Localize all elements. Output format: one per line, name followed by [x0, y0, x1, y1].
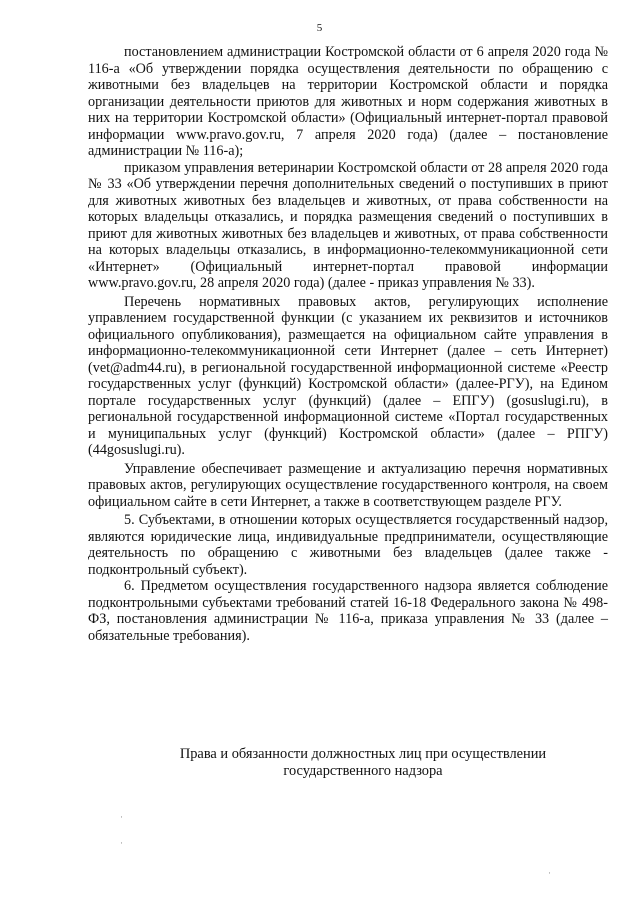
- paragraph-5-subjects: 5. Субъектами, в отношении которых осуществляется государственный надзор, являются юридические лица, индивидуальные предприниматели, осуществляющие деятельность по обращению с животными без владельцев (далее также - подконтрольный субъект).: [88, 512, 608, 578]
- paragraph-legal-acts-list: Перечень нормативных правовых актов, регулирующих исполнение управлением государственной функции (с указанием их реквизитов и источников официального опубликования), размещается на официальном сайте управления в информационно-телекоммуникационной сети Интернет (далее – сеть Интернет) (vet@adm44.ru), в региональной государственной информационной системе «Реестр государственных услуг (функций) Костромской области» (далее-РГУ), на Едином портале государственных услуг (функций) (далее – ЕПГУ) (gosuslugi.ru), в региональной государственной информационной системе «Портал государственных и муниципальных услуг (функций) Костромской области» (далее – РПГУ) (44gosuslugi.ru).: [88, 293, 608, 458]
- section-heading-line-2: государственного надзора: [283, 763, 443, 779]
- section-heading-line-1: Права и обязанности должностных лиц при осуществлении: [179, 746, 547, 762]
- paragraph-order-33: приказом управления ветеринарии Костромской области от 28 апреля 2020 года № 33 «Об утверждении перечня дополнительных сведений о поступивших в приют для животных животных без владельцев и животных, от права собственности на которых владельцы отказались, и порядка размещения сведений о поступивших в приют для животных животных без владельцев и животных, от права собственности на которых владельцы отказались, в информационно-телекоммуникационной сети «Интернет» (Официальный интернет-портал правовой информации www.pravo.gov.ru, 28 апреля 2020 года) (далее - приказ управления № 33).: [88, 159, 608, 291]
- document-body: [88, 44, 608, 644]
- page-number: 5: [316, 22, 323, 34]
- scan-speck: ·: [120, 812, 123, 822]
- paragraph-6-subject-matter: 6. Предметом осуществления государственного надзора является соблюдение подконтрольными субъектами требований статей 16-18 Федерального закона № 498-ФЗ, постановления администрации № 116-а, приказа управления № 33 (далее – обязательные требования).: [88, 578, 608, 644]
- scan-speck: ·: [548, 868, 551, 878]
- paragraph-resolution-116a: постановлением администрации Костромской области от 6 апреля 2020 года № 116-а «Об утверждении порядка осуществления деятельности по обращению с животными без владельцев на территории Костромской области и порядка организации деятельности приютов для животных и норм содержания животных в них на территории Костромской области» (Официальный интернет-портал правовой информации www.pravo.gov.ru, 7 апреля 2020 года) (далее – постановление администрации № 116-а);: [88, 44, 608, 159]
- paragraph-acts-publication: Управление обеспечивает размещение и актуализацию перечня нормативных правовых актов, регулирующих осуществление государственного контроля, на своем официальном сайте в сети Интернет, а также в соответствующем разделе РГУ.: [88, 460, 608, 510]
- section-heading: [88, 746, 638, 780]
- scan-speck: ·: [120, 838, 123, 848]
